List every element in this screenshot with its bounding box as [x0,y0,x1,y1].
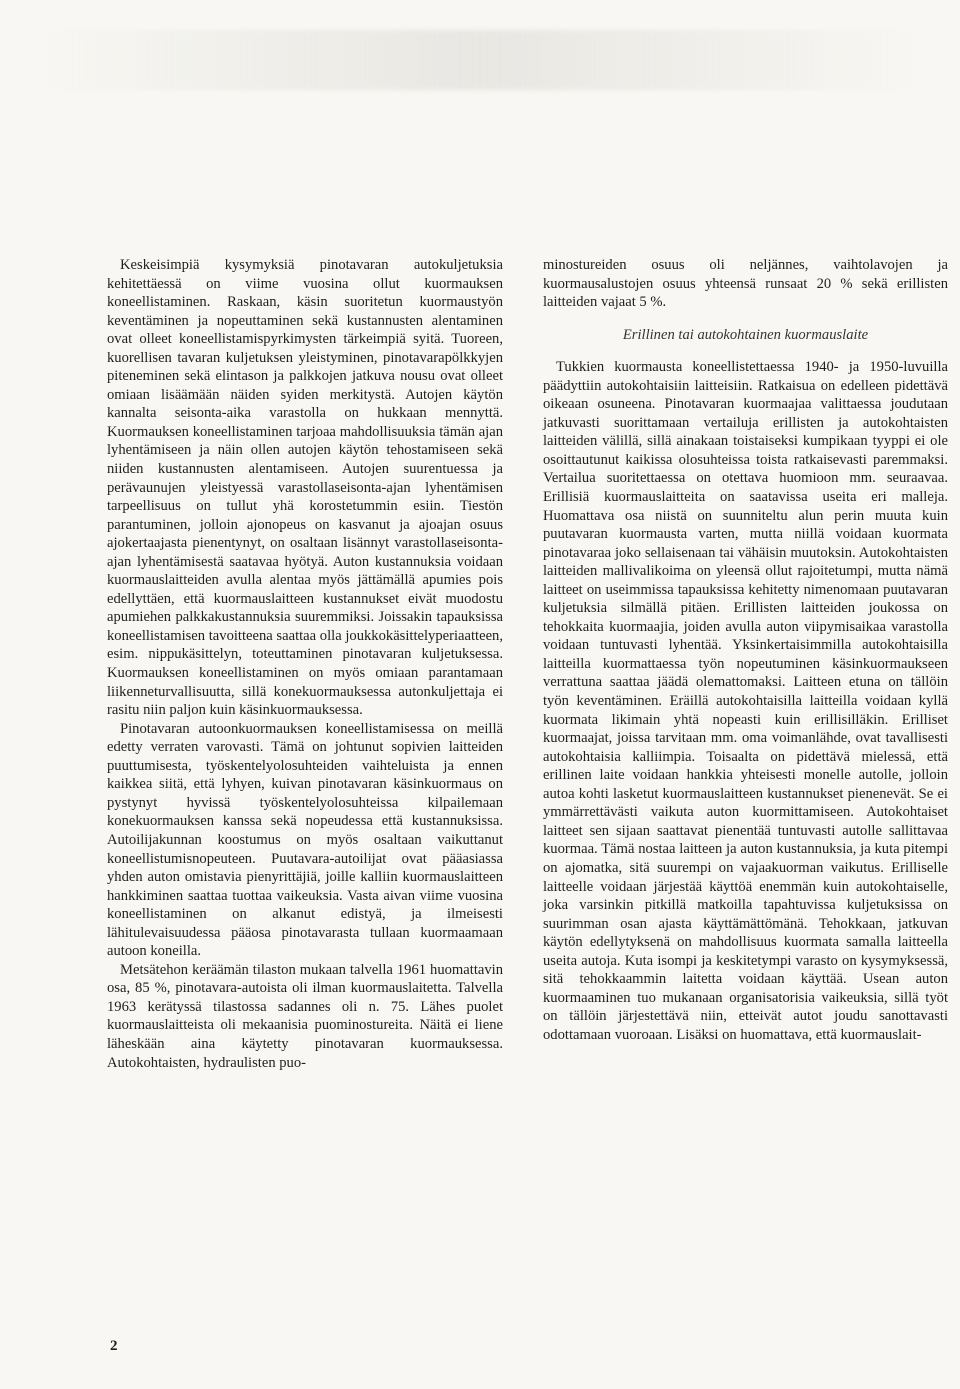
right-paragraph-body: Tukkien kuormausta koneellistettaessa 1940- ja 1950-luvuilla päädyttiin autokohtaisiin laitteisiin. Ratkaisua on edelleen pidettävä oikeaan osuneena. Pinotavaran kuormaajaa valittaessa joudutaan jatkuvasti suorittamaan vertailuja erillisten ja autokohtaisten laitteiden välillä, sillä ainakaan toistaiseksi kumpikaan tyyppi ei ole osoittautunut kaikissa olosuhteissa toista ratkaisevasti paremmaksi. Vertailua suoritettaessa on otettava huomioon mm. seuraavaa. Erillisiä kuormauslaitteita on saatavissa useita eri malleja. Huomattava osa niistä on suunniteltu alun perin muuta kuin puutavaran kuormausta varten, mutta niillä voidaan kuormata pinotavaraa joko sellaisenaan tai vähäisin muutoksin. Autokohtaisten laitteiden mallivalikoima on yleensä ollut rajoitetumpi, mutta nämä laitteet on useimmissa tapauksissa kehitetty nimenomaan puutavaran kuljetuksia silmällä pitäen. Erillisten laitteiden joukossa on tehokkaita kuormaajia, joiden avulla auton viipymisaikaa varastolla voidaan tuntuvasti lyhentää. Yksinkertaisimmilla autokohtaisilla laitteilla kuormattaessa työn nopeutuminen käsinkuormaukseen verrattuna saattaa jäädä olemattomaksi. Laitteen etuna on tällöin työn keventäminen. Eräillä autokohtaisilla laitteilla voidaan kyllä kuormata likimain yhtä nopeasti kuin erillisilläkin. Erilliset kuormaajat, joissa tarvitaan mm. oma voimanlähde, ovat tavallisesti autokohtaisia kalliimpia. Toisaalta on pidettävä mielessä, että erillinen laite voidaan hankkia yhteisesti monelle autolle, jolloin autoa kohti lasketut kuormauslaitteen kustannukset pienenevät. Se ei ymmärrettävästi vaikuta auton kuormittamiseen. Autokohtaiset laitteet sen sijaan saattavat pienentää tuntuvasti autolle sallittavaa kuormaa. Tämä nostaa laitteen ja auton kustannuksia, ja kuta pitempi on ajomatka, sitä suurempi on vajaakuorman vaikutus. Erilliselle laitteelle voidaan järjestää käyttöä enemmän kuin autokohtaiselle, joka varsinkin pitkillä matkoilla tapahtuvissa kuljetuksissa on suurimman osan ajasta käyttämättömänä. Tehokkaan, jatkuvan käytön edellytyksenä on mahdollisuus kuormata samalla laitteella useita autoja. Kuta isompi ja keskitetympi varasto on kysymyksessä, sitä tehokkaammin laitetta voidaan käyttää. Usean auton kuormaaminen tuo mukanaan organisatorisia vaikeuksia, sillä työt on tällöin järjestettävä niin, etteivät autot joudu sanottavasti odottamaan vuoroaan. Lisäksi on huomattava, että kuormauslait- [543,359,948,1043]
right-column [543,256,948,1044]
left-paragraph-3: Metsätehon keräämän tilaston mukaan talvella 1961 huomattavin osa, 85 %, pinotavara-autoista oli ilman kuormauslaitetta. Talvella 1963 kerätyssä tilastossa sadannes oli n. 75. Lähes puolet kuormauslaitteista oli mekaanisia puominostureita. Näitä ei liene läheskään aina käytetty pinotavaran kuormauksessa. Autokohtaisten, hydraulisten puo- [107,961,503,1071]
page-number: 2 [110,1338,118,1354]
right-paragraph-intro: minostureiden osuus oli neljännes, vaihtolavojen ja kuormausalustojen osuus yhteensä runsaat 20 % sekä erillisten laitteiden vajaat 5 %. [543,257,948,311]
section-heading: Erillinen tai autokohtainen kuormauslaite [622,326,869,343]
left-paragraph-1: Keskeisimpiä kysymyksiä pinotavaran autokuljetuksia kehitettäessä on viime vuosina ollut kuormauksen koneellistaminen. Raskaan, käsin suoritetun kuormaustyön keventäminen ja nopeuttaminen sekä kustannusten alentaminen ovat olleet koneellistamispyrkimysten tärkeimpiä syitä. Tuoreen, kuorellisen tavaran kuljetuksen yleistyminen, pinotavarapölkkyjen piteneminen sekä elintason ja palkkojen jatkuva nousu ovat olleet omiaan lisäämään näiden syiden merkitystä. Autojen käytön kannalta seisonta-aika varastolla on hukkaan mennyttä. Kuormauksen koneellistaminen tarjoaa mahdollisuuksia tämän ajan lyhentämiseen ja näin ollen autojen käytön tehostamiseen sekä niiden kustannusten alentamiseen. Autojen suurentuessa ja perävaunujen yleistyessä varastollaseisonta-ajan lyhentämisen tarpeellisuus on tullut yhä korostetummin esiin. Tiestön parantuminen, jolloin ajonopeus on kasvanut ja ajoajan osuus ajokertaajasta pienentynyt, on osaltaan lisännyt varastollaseisonta-ajan lyhentämisestä saatavaa hyötyä. Auton kustannuksia voidaan kuormauslaitteiden avulla alentaa myös jättämällä apumies pois edellyttäen, että kuormauslaitteen kustannukset eivät muodostu apumiehen palkkakustannuksia suuremmiksi. Joissakin tapauksissa koneellistamisen tavoitteena saattaa olla joukkokäsittelyperiaatteen, esim. nippukäsittelyn, toteuttaminen pinotavaran kuljetuksessa. Kuormauksen koneellistaminen on myös omiaan parantamaan liikenneturvallisuutta, sillä konekuormauksessa autonkuljettaja ei rasitu niin paljon kuin käsinkuormauksessa. [107,257,503,719]
left-column [107,256,503,1072]
bleed-through-header [40,30,920,90]
left-paragraph-2: Pinotavaran autoonkuormauksen koneellistamisessa on meillä edetty verraten varovasti. Tämä on johtunut sopivien laitteiden puuttumisesta, työskentelyolosuhteiden vaihteluista ja ennen kaikkea siitä, että lyhyen, kuivan pinotavaran käsinkuormaus on pystynyt hyvissä työskentelyolosuhteissa kilpailemaan konekuormauksen kanssa sekä nopeudessa että kustannuksissa. Autoilijakunnan koostumus on myös osaltaan vaikuttanut koneellistumisnopeuteen. Puutavara-autoilijat ovat pääasiassa yhden auton omistavia pienyrittäjiä, joille kalliin kuormauslaitteen hankkiminen saattaa tuottaa vaikeuksia. Vasta aivan viime vuosina koneellistaminen on alkanut edistyä, ja ilmeisesti lähitulevaisuudessa pääosa pinotavarasta tullaan kuormaamaan autoon koneilla. [107,720,503,960]
